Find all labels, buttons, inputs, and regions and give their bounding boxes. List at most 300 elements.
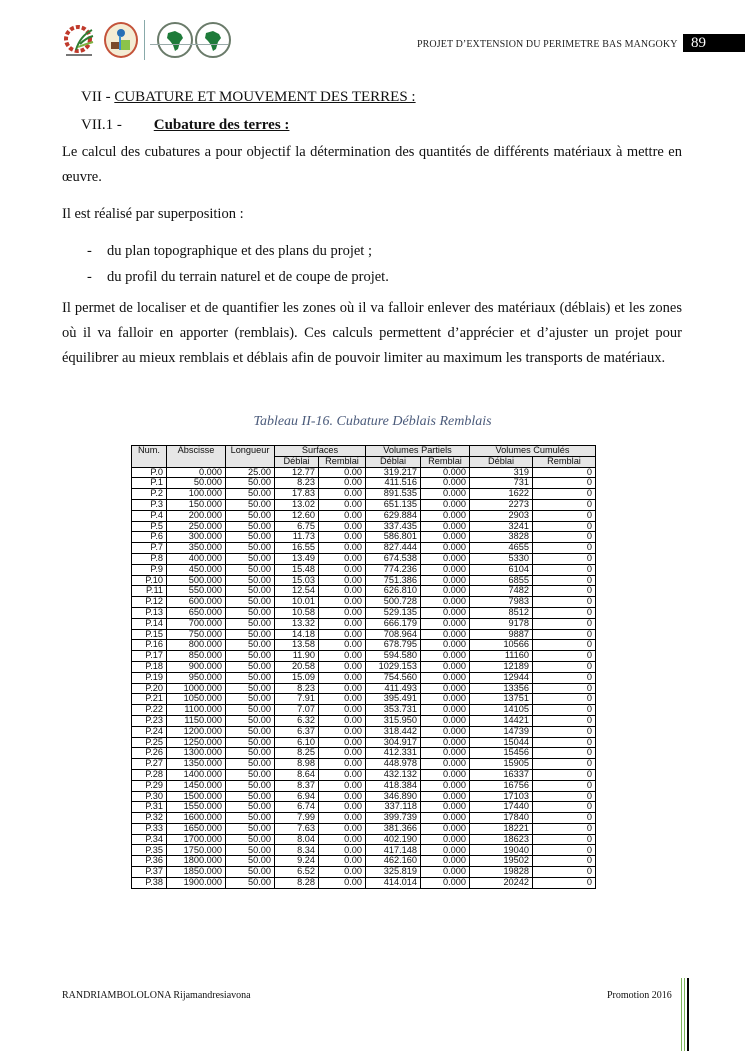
table-row bbox=[132, 478, 596, 489]
cell-longueur: 50.00 bbox=[226, 510, 275, 521]
cell-num: P.20 bbox=[132, 683, 167, 694]
cell-volume-deblai: 754.560 bbox=[366, 672, 421, 683]
cell-volume-deblai: 346.890 bbox=[366, 791, 421, 802]
cell-surface-deblai: 8.04 bbox=[275, 834, 319, 845]
cell-surface-deblai: 6.94 bbox=[275, 791, 319, 802]
cell-abscisse: 1050.000 bbox=[167, 694, 226, 705]
table-row bbox=[132, 726, 596, 737]
cell-cumul-deblai: 7983 bbox=[470, 597, 533, 608]
table-row bbox=[132, 877, 596, 888]
footer-decor-line bbox=[687, 978, 689, 1051]
cell-cumul-deblai: 18221 bbox=[470, 823, 533, 834]
cell-surface-remblai: 0.00 bbox=[319, 543, 366, 554]
cell-volume-remblai: 0.000 bbox=[421, 564, 470, 575]
cell-surface-deblai: 6.32 bbox=[275, 715, 319, 726]
cell-volume-remblai: 0.000 bbox=[421, 769, 470, 780]
cell-surface-remblai: 0.00 bbox=[319, 564, 366, 575]
cell-num: P.25 bbox=[132, 737, 167, 748]
cell-abscisse: 1800.000 bbox=[167, 856, 226, 867]
cell-surface-deblai: 13.02 bbox=[275, 499, 319, 510]
cell-abscisse: 550.000 bbox=[167, 586, 226, 597]
cell-abscisse: 300.000 bbox=[167, 532, 226, 543]
cell-longueur: 50.00 bbox=[226, 845, 275, 856]
cell-cumul-remblai: 0 bbox=[533, 607, 596, 618]
cell-abscisse: 500.000 bbox=[167, 575, 226, 586]
cell-volume-remblai: 0.000 bbox=[421, 737, 470, 748]
cell-longueur: 50.00 bbox=[226, 629, 275, 640]
cell-cumul-deblai: 9887 bbox=[470, 629, 533, 640]
cell-num: P.35 bbox=[132, 845, 167, 856]
cell-longueur: 50.00 bbox=[226, 856, 275, 867]
cell-abscisse: 1250.000 bbox=[167, 737, 226, 748]
cell-volume-remblai: 0.000 bbox=[421, 661, 470, 672]
cell-surface-deblai: 15.03 bbox=[275, 575, 319, 586]
cell-longueur: 50.00 bbox=[226, 759, 275, 770]
cell-num: P.29 bbox=[132, 780, 167, 791]
cubature-table bbox=[131, 445, 596, 889]
cell-surface-deblai: 11.73 bbox=[275, 532, 319, 543]
cell-volume-remblai: 0.000 bbox=[421, 715, 470, 726]
cell-longueur: 50.00 bbox=[226, 802, 275, 813]
cell-volume-remblai: 0.000 bbox=[421, 867, 470, 878]
cell-abscisse: 100.000 bbox=[167, 489, 226, 500]
cell-abscisse: 900.000 bbox=[167, 661, 226, 672]
cell-surface-remblai: 0.00 bbox=[319, 759, 366, 770]
cell-num: P.38 bbox=[132, 877, 167, 888]
cell-volume-remblai: 0.000 bbox=[421, 759, 470, 770]
cell-volume-remblai: 0.000 bbox=[421, 553, 470, 564]
footer-decor-line bbox=[684, 978, 685, 1051]
cell-volume-remblai: 0.000 bbox=[421, 683, 470, 694]
cell-abscisse: 700.000 bbox=[167, 618, 226, 629]
cell-surface-deblai: 12.77 bbox=[275, 467, 319, 478]
cell-volume-deblai: 586.801 bbox=[366, 532, 421, 543]
cell-volume-deblai: 594.580 bbox=[366, 651, 421, 662]
table-row bbox=[132, 651, 596, 662]
cell-longueur: 50.00 bbox=[226, 499, 275, 510]
cell-surface-deblai: 13.32 bbox=[275, 618, 319, 629]
cell-surface-deblai: 8.37 bbox=[275, 780, 319, 791]
header-cumul-deblai: Déblai bbox=[470, 456, 533, 467]
cell-surface-deblai: 13.49 bbox=[275, 553, 319, 564]
cell-surface-remblai: 0.00 bbox=[319, 683, 366, 694]
cell-cumul-deblai: 9178 bbox=[470, 618, 533, 629]
cell-num: P.16 bbox=[132, 640, 167, 651]
cell-volume-remblai: 0.000 bbox=[421, 813, 470, 824]
cell-cumul-remblai: 0 bbox=[533, 759, 596, 770]
cell-cumul-remblai: 0 bbox=[533, 629, 596, 640]
table-row bbox=[132, 521, 596, 532]
cell-surface-deblai: 10.01 bbox=[275, 597, 319, 608]
cell-cumul-deblai: 2273 bbox=[470, 499, 533, 510]
header-logos bbox=[62, 18, 233, 62]
cell-cumul-deblai: 11160 bbox=[470, 651, 533, 662]
cell-cumul-deblai: 7482 bbox=[470, 586, 533, 597]
cell-surface-remblai: 0.00 bbox=[319, 715, 366, 726]
cell-cumul-remblai: 0 bbox=[533, 651, 596, 662]
cell-cumul-deblai: 14105 bbox=[470, 705, 533, 716]
cell-cumul-remblai: 0 bbox=[533, 845, 596, 856]
cell-cumul-remblai: 0 bbox=[533, 834, 596, 845]
afdb-logo-africa-2-icon bbox=[195, 22, 231, 58]
header-surface-remblai: Remblai bbox=[319, 456, 366, 467]
cell-volume-remblai: 0.000 bbox=[421, 597, 470, 608]
cell-num: P.33 bbox=[132, 823, 167, 834]
cell-cumul-remblai: 0 bbox=[533, 499, 596, 510]
cell-longueur: 25.00 bbox=[226, 467, 275, 478]
cell-cumul-remblai: 0 bbox=[533, 543, 596, 554]
cell-abscisse: 50.000 bbox=[167, 478, 226, 489]
header-num: Num. bbox=[132, 446, 167, 468]
table-header-row bbox=[132, 446, 596, 457]
paragraph-superposition: Il est réalisé par superposition : bbox=[62, 206, 244, 222]
cell-volume-deblai: 381.366 bbox=[366, 823, 421, 834]
cell-abscisse: 450.000 bbox=[167, 564, 226, 575]
bullet-item bbox=[87, 264, 389, 290]
cell-abscisse: 1500.000 bbox=[167, 791, 226, 802]
cell-abscisse: 1400.000 bbox=[167, 769, 226, 780]
cell-num: P.37 bbox=[132, 867, 167, 878]
table-row bbox=[132, 748, 596, 759]
table-row bbox=[132, 618, 596, 629]
cell-volume-deblai: 626.810 bbox=[366, 586, 421, 597]
cell-volume-remblai: 0.000 bbox=[421, 640, 470, 651]
afdb-logo-africa-icon bbox=[157, 22, 193, 58]
cell-abscisse: 650.000 bbox=[167, 607, 226, 618]
cell-num: P.21 bbox=[132, 694, 167, 705]
cell-volume-deblai: 412.331 bbox=[366, 748, 421, 759]
cell-surface-deblai: 6.10 bbox=[275, 737, 319, 748]
cell-num: P.24 bbox=[132, 726, 167, 737]
table-row bbox=[132, 575, 596, 586]
cell-num: P.31 bbox=[132, 802, 167, 813]
cell-num: P.6 bbox=[132, 532, 167, 543]
cell-longueur: 50.00 bbox=[226, 791, 275, 802]
bullet-text: du plan topographique et des plans du projet ; bbox=[107, 243, 372, 259]
cell-volume-remblai: 0.000 bbox=[421, 791, 470, 802]
cell-num: P.34 bbox=[132, 834, 167, 845]
cell-volume-deblai: 414.014 bbox=[366, 877, 421, 888]
cell-cumul-deblai: 17440 bbox=[470, 802, 533, 813]
cell-longueur: 50.00 bbox=[226, 823, 275, 834]
cell-volume-deblai: 304.917 bbox=[366, 737, 421, 748]
header-volumes-partiels: Volumes Partiels bbox=[366, 446, 470, 457]
institution-logo-circle-icon bbox=[104, 22, 138, 58]
section-number: VII - bbox=[81, 89, 111, 105]
cell-num: P.30 bbox=[132, 791, 167, 802]
cell-cumul-deblai: 14739 bbox=[470, 726, 533, 737]
cell-abscisse: 600.000 bbox=[167, 597, 226, 608]
table-row bbox=[132, 705, 596, 716]
table-row bbox=[132, 791, 596, 802]
footer-decor-line bbox=[681, 978, 682, 1051]
cell-longueur: 50.00 bbox=[226, 575, 275, 586]
cell-surface-deblai: 12.60 bbox=[275, 510, 319, 521]
cell-cumul-deblai: 731 bbox=[470, 478, 533, 489]
cell-cumul-deblai: 20242 bbox=[470, 877, 533, 888]
cell-surface-deblai: 6.52 bbox=[275, 867, 319, 878]
cell-cumul-deblai: 319 bbox=[470, 467, 533, 478]
cell-surface-remblai: 0.00 bbox=[319, 813, 366, 824]
cell-longueur: 50.00 bbox=[226, 607, 275, 618]
cell-volume-remblai: 0.000 bbox=[421, 694, 470, 705]
table-row bbox=[132, 564, 596, 575]
cell-volume-remblai: 0.000 bbox=[421, 780, 470, 791]
cell-cumul-remblai: 0 bbox=[533, 575, 596, 586]
cell-volume-deblai: 529.135 bbox=[366, 607, 421, 618]
cell-num: P.5 bbox=[132, 521, 167, 532]
cell-cumul-deblai: 15044 bbox=[470, 737, 533, 748]
table-row bbox=[132, 489, 596, 500]
cell-cumul-remblai: 0 bbox=[533, 737, 596, 748]
cell-surface-deblai: 7.63 bbox=[275, 823, 319, 834]
cell-volume-deblai: 674.538 bbox=[366, 553, 421, 564]
cell-longueur: 50.00 bbox=[226, 705, 275, 716]
cell-volume-deblai: 774.236 bbox=[366, 564, 421, 575]
cell-cumul-deblai: 16337 bbox=[470, 769, 533, 780]
cell-surface-remblai: 0.00 bbox=[319, 467, 366, 478]
cell-surface-deblai: 16.55 bbox=[275, 543, 319, 554]
cell-num: P.0 bbox=[132, 467, 167, 478]
cell-volume-remblai: 0.000 bbox=[421, 521, 470, 532]
cell-cumul-remblai: 0 bbox=[533, 672, 596, 683]
cell-surface-remblai: 0.00 bbox=[319, 661, 366, 672]
cell-volume-remblai: 0.000 bbox=[421, 467, 470, 478]
cell-surface-remblai: 0.00 bbox=[319, 597, 366, 608]
cell-volume-deblai: 337.118 bbox=[366, 802, 421, 813]
cell-longueur: 50.00 bbox=[226, 597, 275, 608]
subsection-heading bbox=[81, 117, 289, 134]
cell-num: P.36 bbox=[132, 856, 167, 867]
cell-surface-remblai: 0.00 bbox=[319, 823, 366, 834]
cell-volume-deblai: 337.435 bbox=[366, 521, 421, 532]
cell-longueur: 50.00 bbox=[226, 489, 275, 500]
cell-surface-deblai: 8.34 bbox=[275, 845, 319, 856]
cell-abscisse: 1900.000 bbox=[167, 877, 226, 888]
table-row bbox=[132, 867, 596, 878]
table-row bbox=[132, 661, 596, 672]
cell-longueur: 50.00 bbox=[226, 618, 275, 629]
cell-num: P.17 bbox=[132, 651, 167, 662]
cell-cumul-deblai: 19502 bbox=[470, 856, 533, 867]
cell-surface-deblai: 15.09 bbox=[275, 672, 319, 683]
cell-cumul-remblai: 0 bbox=[533, 640, 596, 651]
cell-surface-remblai: 0.00 bbox=[319, 618, 366, 629]
logo-underline bbox=[150, 44, 228, 45]
cell-num: P.27 bbox=[132, 759, 167, 770]
cell-cumul-deblai: 19828 bbox=[470, 867, 533, 878]
cell-volume-remblai: 0.000 bbox=[421, 618, 470, 629]
cell-cumul-deblai: 19040 bbox=[470, 845, 533, 856]
cell-cumul-remblai: 0 bbox=[533, 715, 596, 726]
cell-abscisse: 1700.000 bbox=[167, 834, 226, 845]
cell-surface-deblai: 12.54 bbox=[275, 586, 319, 597]
cell-surface-remblai: 0.00 bbox=[319, 705, 366, 716]
cell-cumul-deblai: 13356 bbox=[470, 683, 533, 694]
table-row bbox=[132, 467, 596, 478]
cell-volume-remblai: 0.000 bbox=[421, 499, 470, 510]
cell-volume-remblai: 0.000 bbox=[421, 748, 470, 759]
cell-abscisse: 1750.000 bbox=[167, 845, 226, 856]
footer-author: RANDRIAMBOLOLONA Rijamandresiavona bbox=[62, 990, 251, 1001]
cell-volume-deblai: 891.535 bbox=[366, 489, 421, 500]
cell-cumul-remblai: 0 bbox=[533, 780, 596, 791]
cell-abscisse: 950.000 bbox=[167, 672, 226, 683]
cell-volume-remblai: 0.000 bbox=[421, 586, 470, 597]
cell-surface-remblai: 0.00 bbox=[319, 499, 366, 510]
cell-surface-deblai: 8.28 bbox=[275, 877, 319, 888]
bullet-dash: - bbox=[87, 243, 92, 259]
cell-num: P.1 bbox=[132, 478, 167, 489]
cell-surface-deblai: 13.58 bbox=[275, 640, 319, 651]
cell-cumul-deblai: 6104 bbox=[470, 564, 533, 575]
header-abscisse: Abscisse bbox=[167, 446, 226, 468]
cell-volume-deblai: 411.493 bbox=[366, 683, 421, 694]
cell-abscisse: 1650.000 bbox=[167, 823, 226, 834]
table-row bbox=[132, 694, 596, 705]
table-row bbox=[132, 499, 596, 510]
cell-volume-deblai: 325.819 bbox=[366, 867, 421, 878]
cell-longueur: 50.00 bbox=[226, 651, 275, 662]
table-row bbox=[132, 769, 596, 780]
cell-surface-deblai: 8.98 bbox=[275, 759, 319, 770]
cell-surface-remblai: 0.00 bbox=[319, 877, 366, 888]
cell-surface-remblai: 0.00 bbox=[319, 726, 366, 737]
table-row bbox=[132, 834, 596, 845]
cell-cumul-remblai: 0 bbox=[533, 618, 596, 629]
cell-cumul-deblai: 12189 bbox=[470, 661, 533, 672]
cell-surface-remblai: 0.00 bbox=[319, 769, 366, 780]
cell-surface-remblai: 0.00 bbox=[319, 575, 366, 586]
institution-logo-gear-leaf-icon bbox=[62, 22, 96, 58]
cell-longueur: 50.00 bbox=[226, 640, 275, 651]
table-row bbox=[132, 607, 596, 618]
cell-cumul-deblai: 4655 bbox=[470, 543, 533, 554]
cell-cumul-remblai: 0 bbox=[533, 521, 596, 532]
cell-surface-deblai: 17.83 bbox=[275, 489, 319, 500]
cell-cumul-remblai: 0 bbox=[533, 823, 596, 834]
cell-cumul-remblai: 0 bbox=[533, 564, 596, 575]
cell-cumul-remblai: 0 bbox=[533, 802, 596, 813]
cell-volume-deblai: 432.132 bbox=[366, 769, 421, 780]
table-row bbox=[132, 780, 596, 791]
cell-abscisse: 1200.000 bbox=[167, 726, 226, 737]
cell-cumul-remblai: 0 bbox=[533, 553, 596, 564]
cell-surface-remblai: 0.00 bbox=[319, 489, 366, 500]
cell-cumul-remblai: 0 bbox=[533, 683, 596, 694]
cell-volume-remblai: 0.000 bbox=[421, 705, 470, 716]
cell-surface-remblai: 0.00 bbox=[319, 521, 366, 532]
footer-promotion: Promotion 2016 bbox=[607, 990, 672, 1001]
cell-abscisse: 1600.000 bbox=[167, 813, 226, 824]
cell-surface-remblai: 0.00 bbox=[319, 478, 366, 489]
cell-cumul-deblai: 17840 bbox=[470, 813, 533, 824]
header-longueur: Longueur bbox=[226, 446, 275, 468]
cell-abscisse: 400.000 bbox=[167, 553, 226, 564]
cell-abscisse: 1550.000 bbox=[167, 802, 226, 813]
cell-abscisse: 350.000 bbox=[167, 543, 226, 554]
cell-cumul-remblai: 0 bbox=[533, 813, 596, 824]
cell-volume-remblai: 0.000 bbox=[421, 802, 470, 813]
cell-num: P.14 bbox=[132, 618, 167, 629]
cell-longueur: 50.00 bbox=[226, 553, 275, 564]
cell-surface-remblai: 0.00 bbox=[319, 629, 366, 640]
cell-volume-remblai: 0.000 bbox=[421, 726, 470, 737]
cell-surface-deblai: 7.07 bbox=[275, 705, 319, 716]
cell-num: P.32 bbox=[132, 813, 167, 824]
table-row bbox=[132, 510, 596, 521]
cell-volume-remblai: 0.000 bbox=[421, 478, 470, 489]
cell-surface-deblai: 8.64 bbox=[275, 769, 319, 780]
cell-abscisse: 1300.000 bbox=[167, 748, 226, 759]
cell-cumul-deblai: 8512 bbox=[470, 607, 533, 618]
cell-num: P.2 bbox=[132, 489, 167, 500]
cell-surface-deblai: 11.90 bbox=[275, 651, 319, 662]
cell-num: P.3 bbox=[132, 499, 167, 510]
cell-cumul-deblai: 13751 bbox=[470, 694, 533, 705]
cell-volume-deblai: 500.728 bbox=[366, 597, 421, 608]
cell-volume-deblai: 827.444 bbox=[366, 543, 421, 554]
cell-cumul-deblai: 1622 bbox=[470, 489, 533, 500]
cell-abscisse: 150.000 bbox=[167, 499, 226, 510]
cell-abscisse: 0.000 bbox=[167, 467, 226, 478]
cell-cumul-deblai: 3241 bbox=[470, 521, 533, 532]
cell-volume-deblai: 402.190 bbox=[366, 834, 421, 845]
cell-cumul-remblai: 0 bbox=[533, 694, 596, 705]
cell-num: P.26 bbox=[132, 748, 167, 759]
cell-volume-deblai: 462.160 bbox=[366, 856, 421, 867]
cell-volume-deblai: 395.491 bbox=[366, 694, 421, 705]
cell-longueur: 50.00 bbox=[226, 769, 275, 780]
table-row bbox=[132, 629, 596, 640]
cell-longueur: 50.00 bbox=[226, 478, 275, 489]
table-row bbox=[132, 640, 596, 651]
cell-volume-deblai: 651.135 bbox=[366, 499, 421, 510]
table-row bbox=[132, 543, 596, 554]
section-heading bbox=[81, 89, 416, 106]
cell-cumul-remblai: 0 bbox=[533, 705, 596, 716]
table-row bbox=[132, 683, 596, 694]
cell-volume-remblai: 0.000 bbox=[421, 489, 470, 500]
header-volume-remblai: Remblai bbox=[421, 456, 470, 467]
cell-num: P.22 bbox=[132, 705, 167, 716]
cell-longueur: 50.00 bbox=[226, 726, 275, 737]
cell-longueur: 50.00 bbox=[226, 715, 275, 726]
cell-longueur: 50.00 bbox=[226, 672, 275, 683]
cell-surface-deblai: 14.18 bbox=[275, 629, 319, 640]
table-row bbox=[132, 845, 596, 856]
bullet-text: du profil du terrain naturel et de coupe de projet. bbox=[107, 269, 389, 285]
cell-cumul-remblai: 0 bbox=[533, 856, 596, 867]
table-caption: Tableau II-16. Cubature Déblais Remblais bbox=[253, 414, 492, 429]
cell-num: P.23 bbox=[132, 715, 167, 726]
cell-surface-deblai: 8.23 bbox=[275, 478, 319, 489]
paragraph-purpose: Il permet de localiser et de quantifier les zones où il va falloir enlever des matériaux (déblais) et les zones où il va falloir en apporter (remblais). Ces calculs permettent d’apprécier et d’ajuster un projet pour équilibrer au mieux remblais et déblais afin de pouvoir limiter au maximum les transports de matériaux. bbox=[62, 300, 682, 366]
cell-abscisse: 800.000 bbox=[167, 640, 226, 651]
cell-volume-remblai: 0.000 bbox=[421, 532, 470, 543]
page-number: 89 bbox=[683, 34, 745, 52]
table-row bbox=[132, 759, 596, 770]
cell-longueur: 50.00 bbox=[226, 813, 275, 824]
cell-volume-deblai: 418.384 bbox=[366, 780, 421, 791]
cell-num: P.8 bbox=[132, 553, 167, 564]
cell-num: P.7 bbox=[132, 543, 167, 554]
cell-cumul-remblai: 0 bbox=[533, 489, 596, 500]
table-row bbox=[132, 802, 596, 813]
cell-volume-remblai: 0.000 bbox=[421, 823, 470, 834]
cell-cumul-remblai: 0 bbox=[533, 748, 596, 759]
cell-cumul-remblai: 0 bbox=[533, 867, 596, 878]
